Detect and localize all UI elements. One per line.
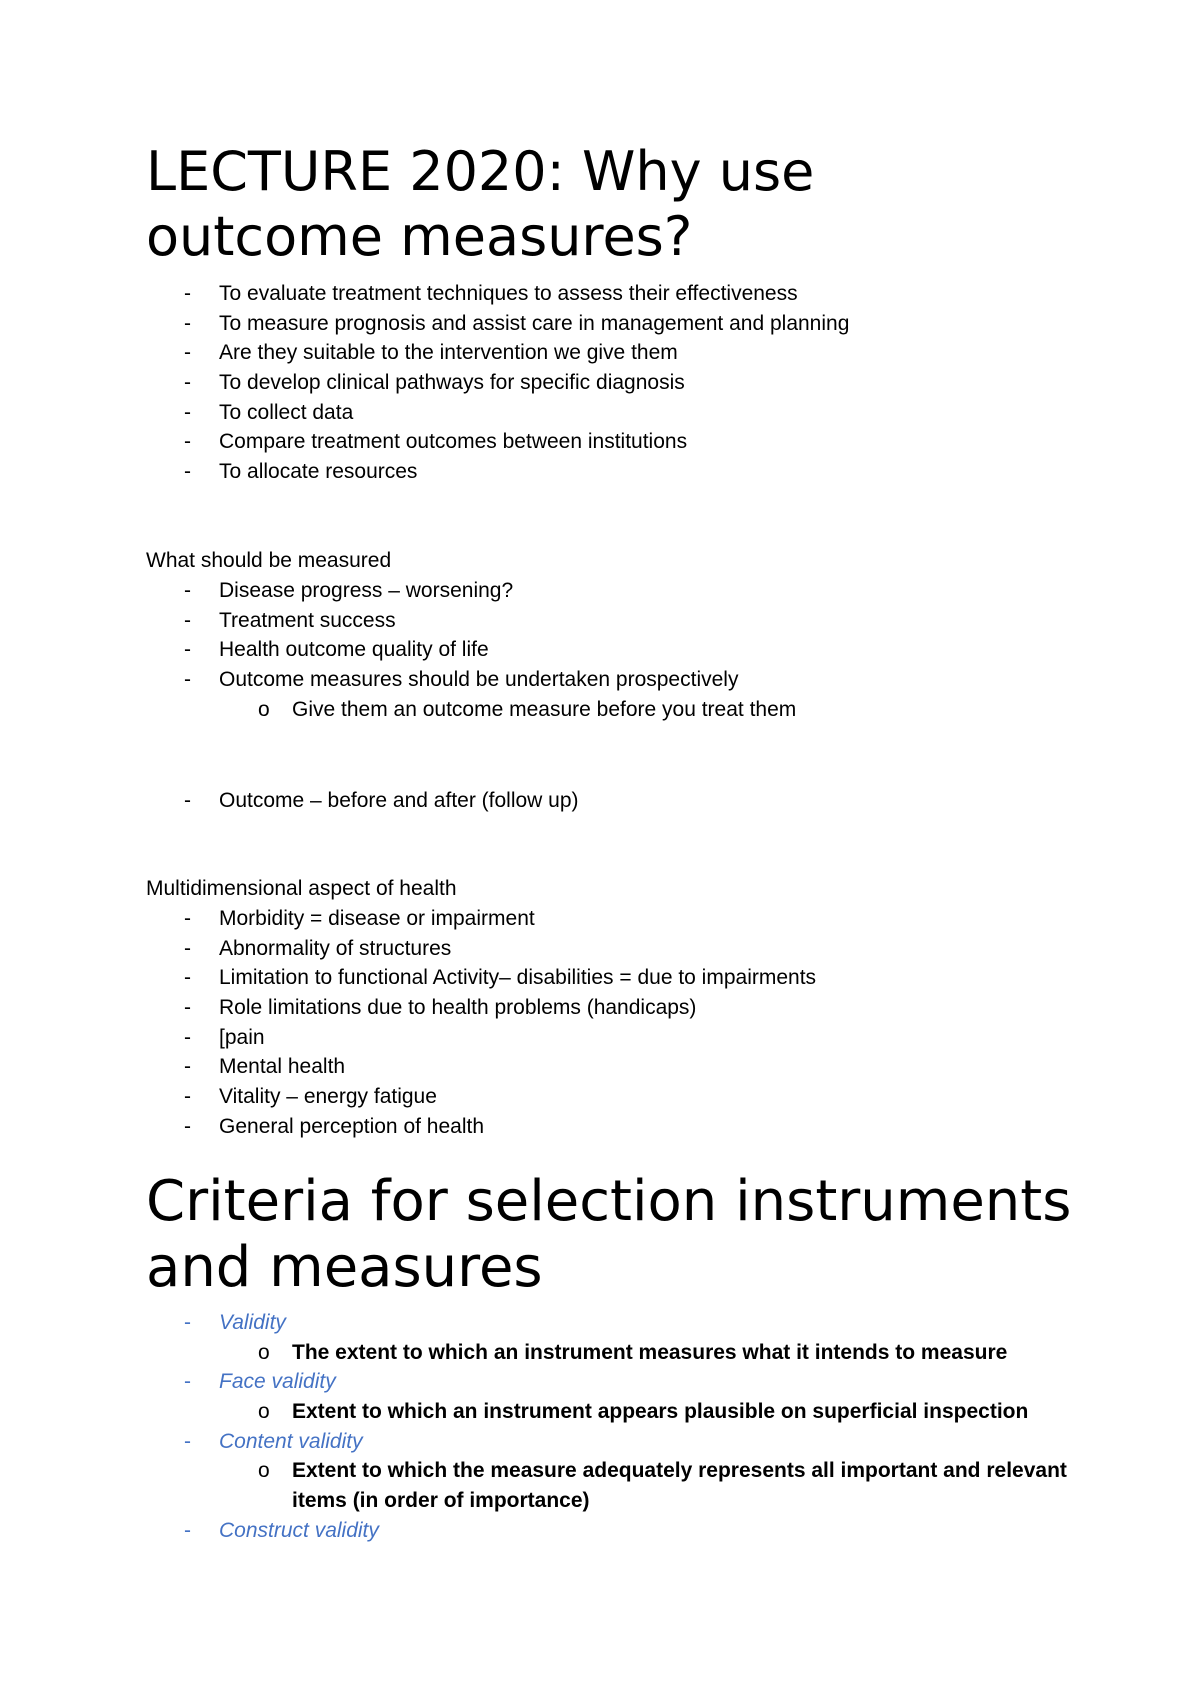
list-item: - Abnormality of structures — [0, 934, 1200, 964]
dash-bullet: - — [184, 341, 191, 365]
sub-list-item: o Give them an outcome measure before you treat them — [0, 695, 1200, 725]
dash-bullet: - — [184, 668, 191, 692]
dash-bullet: - — [184, 1311, 191, 1334]
circle-bullet: o — [258, 1459, 270, 1483]
criteria-title-line1: Criteria for selection instruments — [146, 1169, 1072, 1234]
dash-bullet: - — [184, 966, 191, 990]
dash-bullet: - — [184, 371, 191, 395]
dash-bullet: - — [184, 996, 191, 1020]
dash-bullet: - — [184, 789, 191, 812]
dash-bullet: - — [184, 1370, 191, 1394]
dash-bullet: - — [184, 1085, 191, 1109]
dash-bullet: - — [184, 1429, 191, 1453]
criteria-term: - Validity — [0, 1308, 1200, 1338]
list-item: - Treatment success — [0, 606, 1200, 636]
what-measured-heading: What should be measured — [146, 549, 392, 572]
dash-bullet: - — [184, 1114, 191, 1138]
dash-bullet: - — [184, 282, 191, 305]
dash-bullet: - — [184, 907, 191, 930]
list-item: - General perception of health — [0, 1112, 1200, 1142]
list-item: - Are they suitable to the intervention we give them — [0, 338, 1200, 368]
list-item: - [pain — [0, 1023, 1200, 1053]
circle-bullet: o — [258, 1340, 270, 1364]
list-item: - To measure prognosis and assist care in management and planning — [0, 309, 1200, 339]
dash-bullet: - — [184, 1025, 191, 1049]
lecture-title-line1: LECTURE 2020: Why use — [146, 140, 815, 203]
dash-bullet: - — [184, 1055, 191, 1079]
list-item: - To evaluate treatment techniques to assess their effectiveness — [0, 279, 1200, 309]
criteria-definition: o Extent to which the measure adequately represents all important and relevant items (in order of importance) — [0, 1456, 1200, 1515]
list-item: - To allocate resources — [0, 457, 1200, 487]
criteria-definition: o The extent to which an instrument measures what it intends to measure — [0, 1338, 1200, 1368]
criteria-term: - Face validity — [0, 1367, 1200, 1397]
circle-bullet: o — [258, 697, 270, 721]
dash-bullet: - — [184, 579, 191, 602]
list-item: - Vitality – energy fatigue — [0, 1082, 1200, 1112]
list-item: - Compare treatment outcomes between institutions — [0, 427, 1200, 457]
list-item: - Outcome – before and after (follow up) — [0, 786, 1200, 816]
list-item: - To collect data — [0, 398, 1200, 428]
list-item: - Role limitations due to health problems (handicaps) — [0, 993, 1200, 1023]
outcome-list — [0, 786, 1200, 816]
multidimensional-heading: Multidimensional aspect of health — [146, 877, 457, 900]
list-item: - Mental health — [0, 1052, 1200, 1082]
criteria-term: - Construct validity — [0, 1516, 1200, 1546]
list-item: - Outcome measures should be undertaken prospectively — [0, 665, 1200, 695]
dash-bullet: - — [184, 936, 191, 960]
dash-bullet: - — [184, 400, 191, 424]
dash-bullet: - — [184, 638, 191, 662]
list-item: - Morbidity = disease or impairment — [0, 904, 1200, 934]
why-list — [0, 279, 1200, 487]
list-item: - Health outcome quality of life — [0, 635, 1200, 665]
criteria-title-line2: and measures — [146, 1235, 543, 1300]
criteria-term: - Content validity — [0, 1427, 1200, 1457]
dash-bullet: - — [184, 1518, 191, 1542]
circle-bullet: o — [258, 1400, 270, 1424]
dash-bullet: - — [184, 460, 191, 484]
dash-bullet: - — [184, 311, 191, 335]
what-measured-list — [0, 576, 1200, 724]
list-item: - To develop clinical pathways for specific diagnosis — [0, 368, 1200, 398]
criteria-definition: o Extent to which an instrument appears plausible on superficial inspection — [0, 1397, 1200, 1427]
multidimensional-list — [0, 904, 1200, 1142]
criteria-list — [0, 1308, 1200, 1546]
list-item: - Disease progress – worsening? — [0, 576, 1200, 606]
dash-bullet: - — [184, 608, 191, 632]
dash-bullet: - — [184, 430, 191, 454]
list-item: - Limitation to functional Activity– disabilities = due to impairments — [0, 963, 1200, 993]
lecture-title-line2: outcome measures? — [146, 205, 693, 268]
